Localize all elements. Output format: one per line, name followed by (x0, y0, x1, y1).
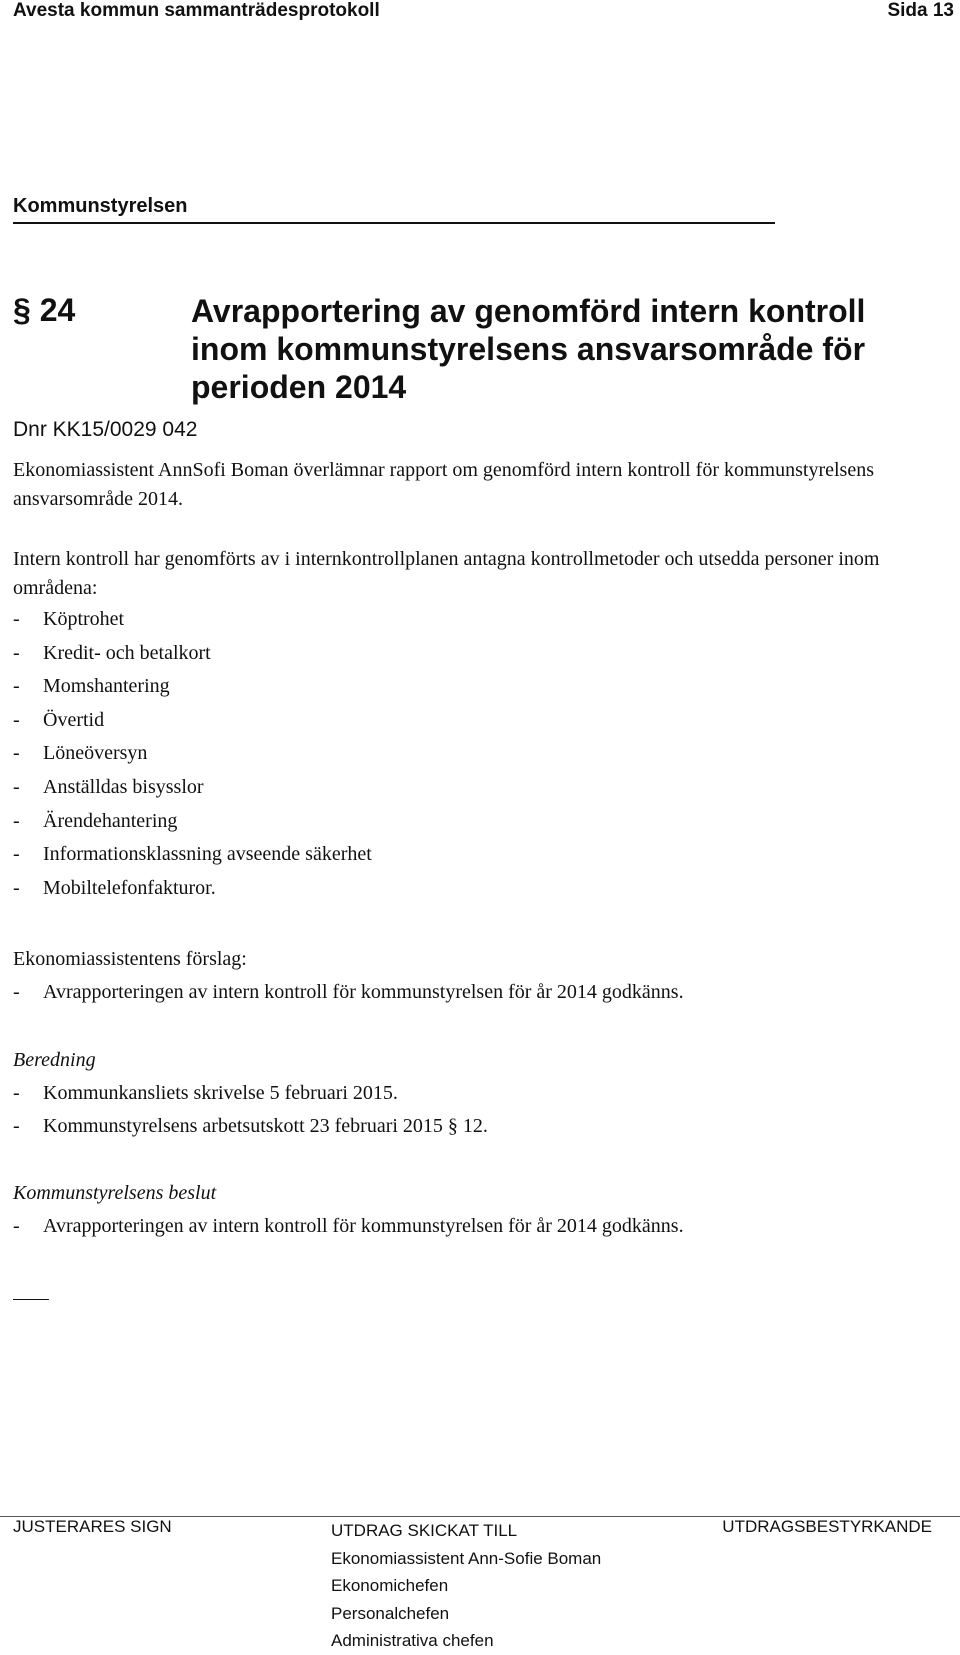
list-item-text: Avrapporteringen av intern kontroll för kommunstyrelsen för år 2014 godkänns. (43, 981, 684, 1003)
preparation-heading: Beredning (13, 1049, 96, 1071)
footer-recipient: Personalchefen (331, 1603, 450, 1623)
list-item-text: Anställdas bisysslor (43, 775, 204, 798)
footer-distribution (331, 1517, 601, 1655)
list-item: - Momshantering (13, 675, 170, 698)
footer-recipient: Ekonomiassistent Ann-Sofie Boman (331, 1548, 602, 1568)
list-item: - Övertid (13, 708, 105, 731)
footer-utdrag-label: UTDRAG SKICKAT TILL (331, 1521, 518, 1540)
list-item-text: Kommunstyrelsens arbetsutskott 23 februari 2015 § 12. (43, 1115, 488, 1137)
preparation-section (13, 1044, 913, 1143)
proposal-section (13, 943, 913, 1009)
list-item-text: Köptrohet (43, 608, 125, 630)
control-intro: Intern kontroll har genomförts av i internkontrollplanen antagna kontrollmetoder och utsedda personer inom områdena: (13, 548, 880, 599)
document-title: Avesta kommun sammanträdesprotokoll (13, 0, 380, 21)
list-item: - Informationsklassning avseende säkerhet (13, 843, 372, 866)
end-of-paragraph-rule (13, 1299, 49, 1300)
list-item: - Avrapporteringen av intern kontroll för kommunstyrelsen för år 2014 godkänns. (13, 1215, 684, 1237)
list-item: - Avrapporteringen av intern kontroll för kommunstyrelsen för år 2014 godkänns. (13, 981, 684, 1003)
list-item: - Köptrohet (13, 608, 125, 630)
list-item: - Kommunstyrelsens arbetsutskott 23 februari 2015 § 12. (13, 1115, 488, 1137)
footer-utdragsbestyrkande: UTDRAGSBESTYRKANDE (722, 1517, 932, 1536)
list-item: - Ärendehantering (13, 809, 178, 832)
proposal-heading: Ekonomiassistentens förslag: (13, 948, 247, 970)
footer-recipient: Administrativa chefen (331, 1631, 494, 1650)
list-item: - Kommunkansliets skrivelse 5 februari 2015. (13, 1082, 398, 1104)
intro-paragraph: Ekonomiassistent AnnSofi Boman överlämnar rapport om genomförd intern kontroll för kommunstyrelsens ansvarsområde 2014. (13, 459, 874, 510)
body-name: Kommunstyrelsen (13, 195, 188, 217)
body-name-underline (13, 222, 775, 224)
list-item: - Anställdas bisysslor (13, 775, 204, 798)
paragraph-title: Avrapportering av genomförd intern kontroll inom kommunstyrelsens ansvarsområde för perioden 2014 (191, 293, 866, 405)
paragraph-number: § 24 (13, 292, 76, 328)
list-item-text: Ärendehantering (43, 809, 178, 832)
list-item-text: Momshantering (43, 675, 170, 698)
list-item: - Kredit- och betalkort (13, 641, 211, 664)
list-item-text: Kommunkansliets skrivelse 5 februari 2015. (43, 1082, 398, 1104)
list-item-text: Löneöversyn (43, 742, 148, 765)
decision-heading: Kommunstyrelsens beslut (13, 1182, 217, 1204)
list-item-text: Informationsklassning avseende säkerhet (43, 843, 372, 866)
list-item-text: Övertid (43, 708, 105, 731)
footer-justerares-sign: JUSTERARES SIGN (13, 1517, 172, 1536)
list-item: - Mobiltelefonfakturor. (13, 876, 216, 899)
decision-section (13, 1177, 913, 1243)
dnr-reference: Dnr KK15/0029 042 (13, 418, 198, 441)
control-areas-list (13, 603, 913, 905)
list-item: - Löneöversyn (13, 742, 148, 765)
page-number: Sida 13 (887, 0, 954, 21)
list-item-text: Mobiltelefonfakturor. (43, 876, 216, 899)
list-item-text: Kredit- och betalkort (43, 641, 211, 664)
footer-recipient: Ekonomichefen (331, 1576, 449, 1595)
list-item-text: Avrapporteringen av intern kontroll för kommunstyrelsen för år 2014 godkänns. (43, 1215, 684, 1237)
control-section (13, 545, 913, 905)
